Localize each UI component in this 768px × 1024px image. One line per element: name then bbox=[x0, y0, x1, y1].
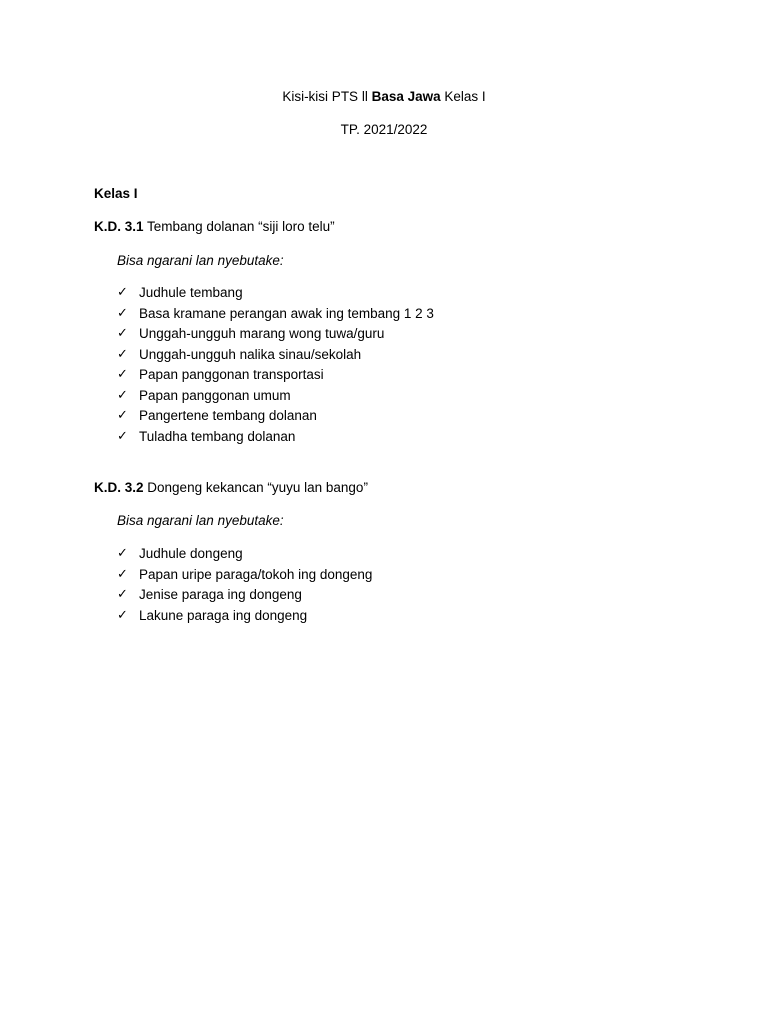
class-heading: Kelas I bbox=[94, 186, 138, 201]
list-item-text: Judhule dongeng bbox=[139, 546, 243, 561]
kd2-topic: Dongeng kekancan “yuyu lan bango” bbox=[143, 480, 368, 495]
list-item bbox=[117, 324, 434, 345]
check-icon: ✓ bbox=[117, 367, 128, 382]
list-item bbox=[117, 606, 372, 627]
list-item-text: Papan panggonan transportasi bbox=[139, 367, 324, 382]
list-item bbox=[117, 365, 434, 386]
check-icon: ✓ bbox=[117, 326, 128, 341]
check-icon: ✓ bbox=[117, 566, 128, 582]
school-year: TP. 2021/2022 bbox=[340, 122, 428, 137]
list-item-text: Papan uripe paraga/tokoh ing dongeng bbox=[139, 566, 373, 582]
list-item bbox=[117, 544, 372, 565]
kd1-intro: Bisa ngarani lan nyebutake: bbox=[117, 253, 284, 268]
kd2-checklist bbox=[117, 544, 372, 626]
list-item-text: Jenise paraga ing dongeng bbox=[139, 587, 302, 602]
list-item bbox=[117, 565, 372, 586]
check-icon: ✓ bbox=[117, 305, 128, 321]
check-icon: ✓ bbox=[117, 387, 128, 403]
check-icon: ✓ bbox=[117, 285, 128, 300]
list-item-text: Pangertene tembang dolanan bbox=[139, 408, 317, 423]
kd1-heading bbox=[94, 218, 335, 236]
list-item bbox=[117, 345, 434, 366]
list-item-text: Papan panggonan umum bbox=[139, 387, 291, 403]
list-item-text: Judhule tembang bbox=[139, 285, 243, 300]
list-item-text: Unggah-ungguh nalika sinau/sekolah bbox=[139, 346, 362, 362]
list-item-text: Unggah-ungguh marang wong tuwa/guru bbox=[139, 326, 385, 341]
kd1-checklist bbox=[117, 283, 434, 447]
kd1-code: K.D. 3.1 bbox=[94, 219, 144, 234]
list-item-text: Tuladha tembang dolanan bbox=[139, 428, 296, 444]
list-item bbox=[117, 585, 372, 606]
list-item bbox=[117, 427, 434, 448]
kd2-intro: Bisa ngarani lan nyebutake: bbox=[117, 513, 284, 528]
check-icon: ✓ bbox=[117, 587, 128, 602]
check-icon: ✓ bbox=[117, 346, 128, 362]
list-item bbox=[117, 283, 434, 304]
title-text-part2: Kelas I bbox=[440, 89, 486, 104]
title-text-bold: Basa Jawa bbox=[371, 89, 441, 104]
check-icon: ✓ bbox=[117, 546, 128, 561]
list-item-text: Lakune paraga ing dongeng bbox=[139, 607, 308, 623]
kd1-topic: Tembang dolanan “siji loro telu” bbox=[143, 219, 335, 234]
list-item bbox=[117, 406, 434, 427]
check-icon: ✓ bbox=[117, 607, 128, 623]
list-item-text: Basa kramane perangan awak ing tembang 1 2 3 bbox=[139, 305, 434, 321]
check-icon: ✓ bbox=[117, 428, 128, 444]
kd2-code: K.D. 3.2 bbox=[94, 480, 144, 495]
kd2-heading bbox=[94, 479, 368, 497]
list-item bbox=[117, 304, 434, 325]
list-item bbox=[117, 386, 434, 407]
check-icon: ✓ bbox=[117, 408, 128, 423]
title-text-part1: Kisi-kisi PTS ll bbox=[282, 89, 372, 104]
document-title bbox=[0, 88, 768, 106]
